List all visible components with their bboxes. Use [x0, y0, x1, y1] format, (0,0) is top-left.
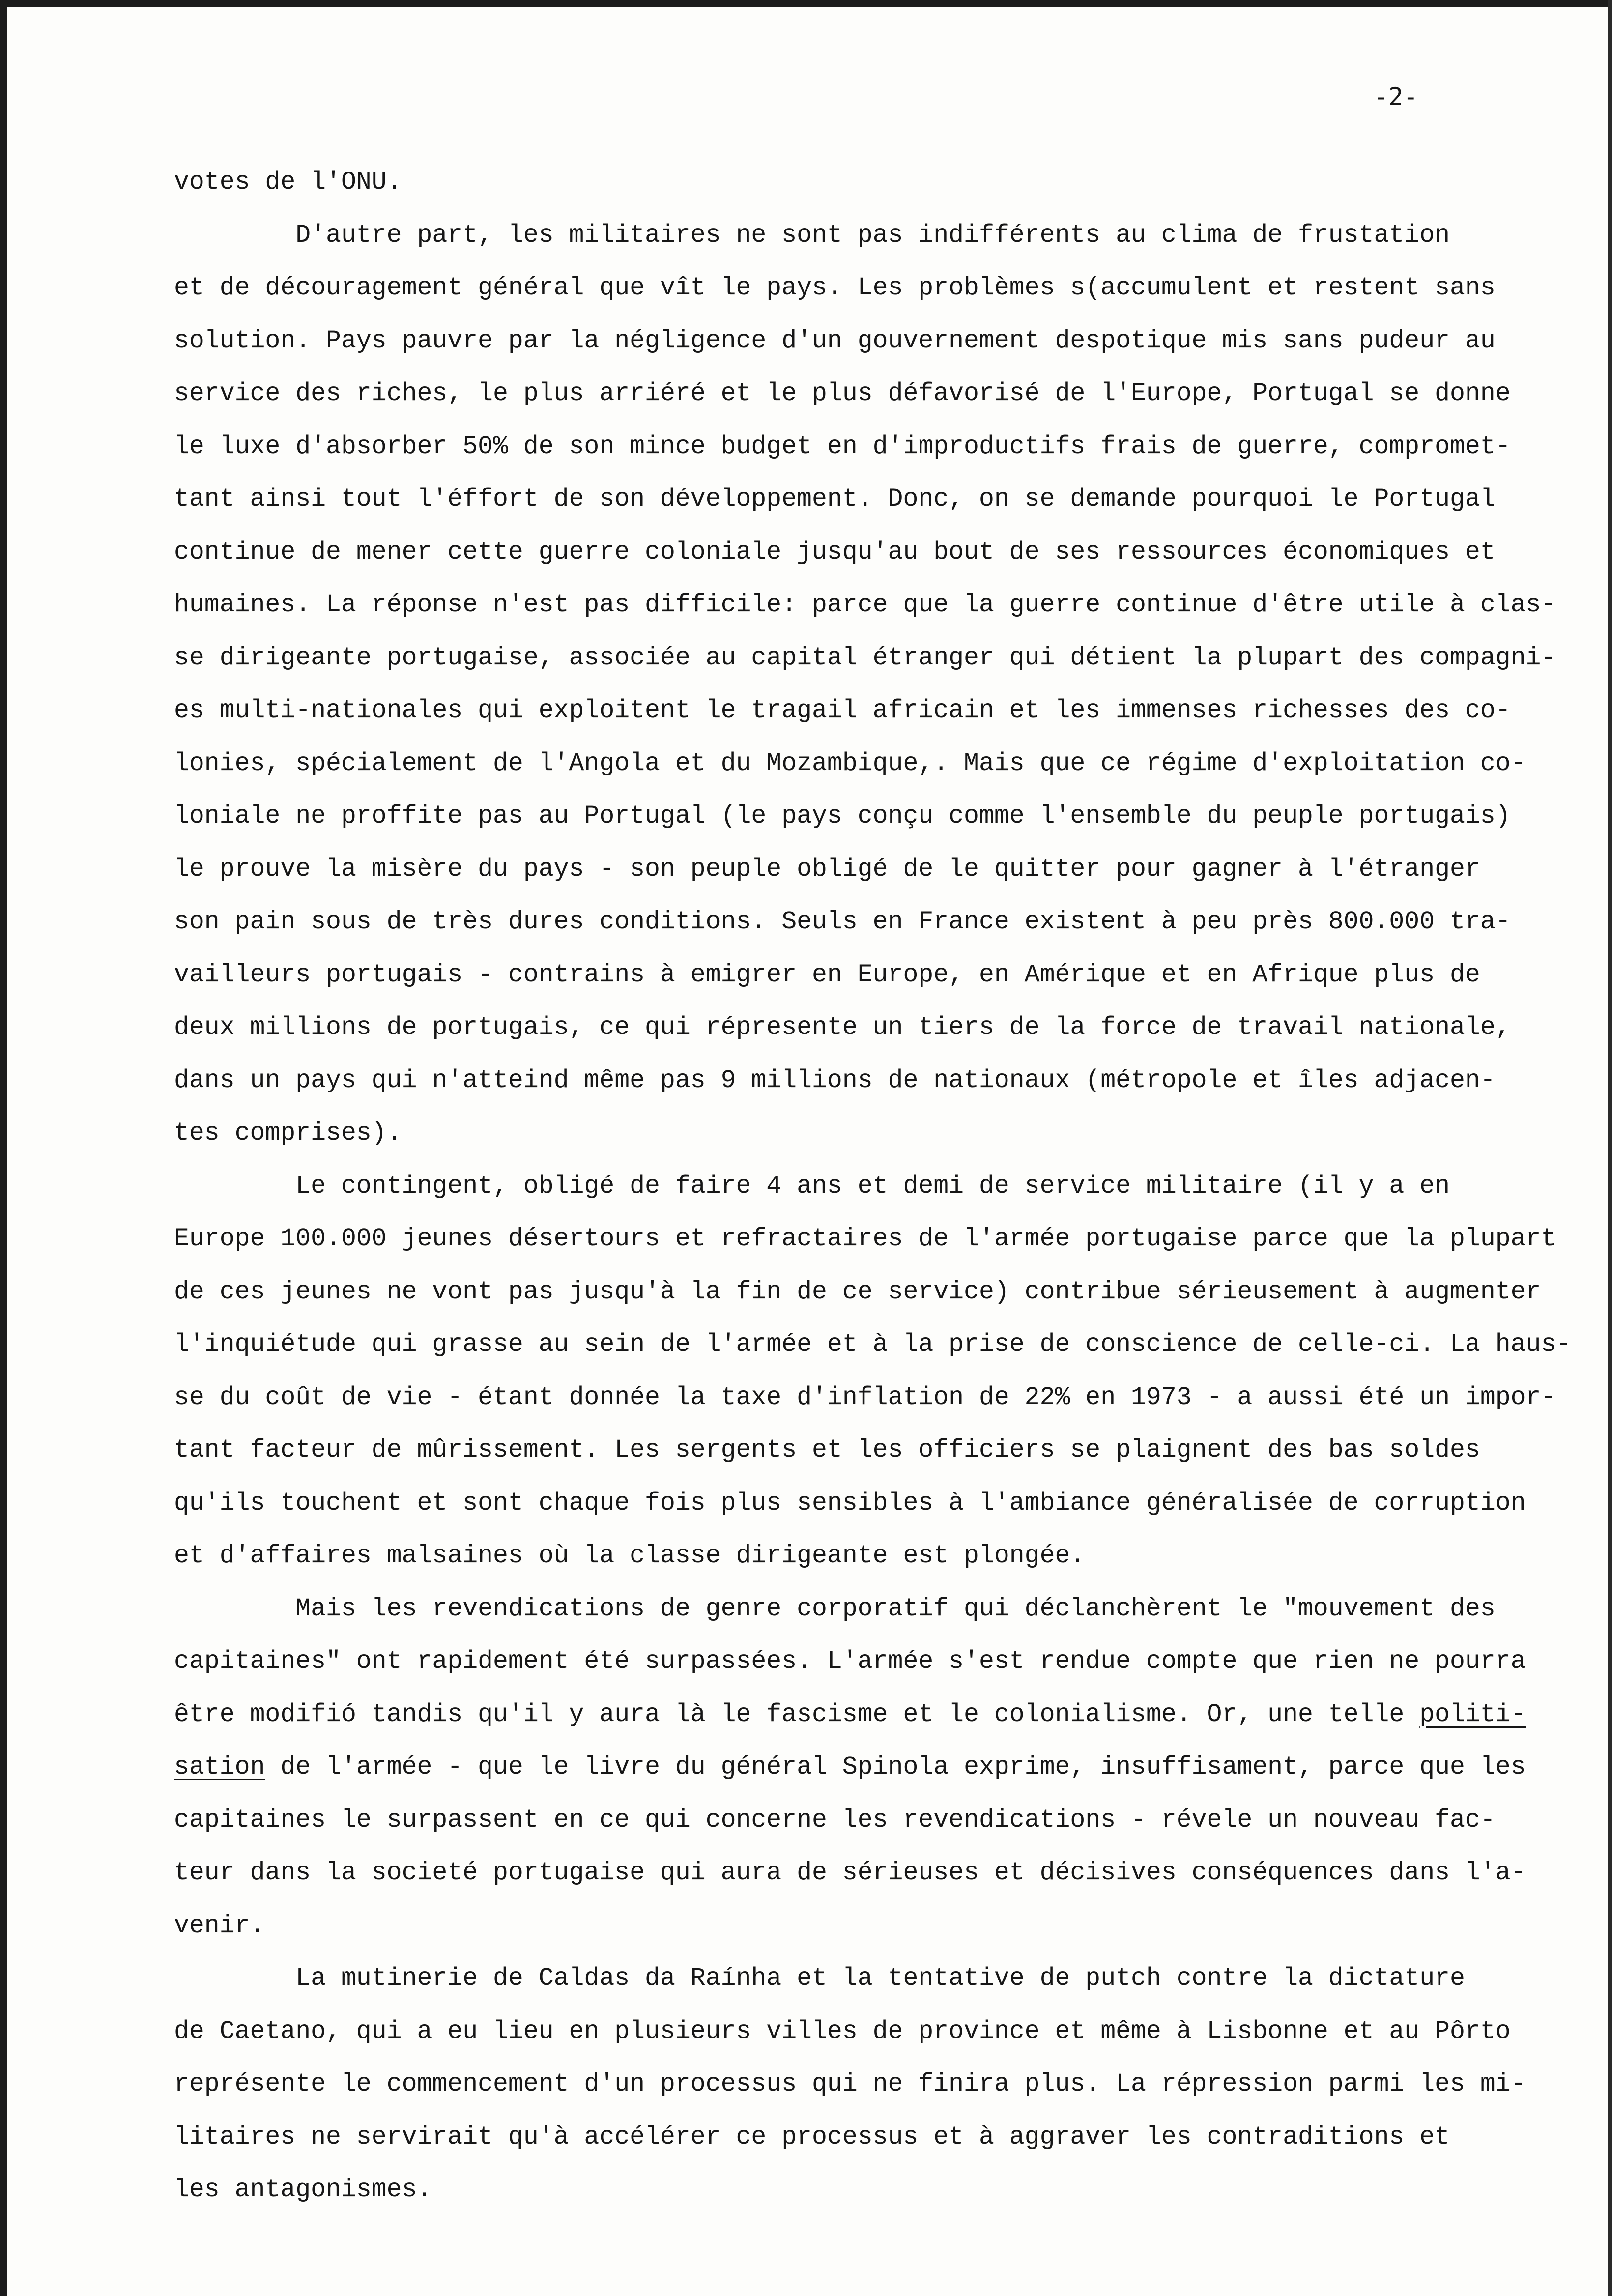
- line-text: Le contingent, obligé de faire 4 ans et demi de service militaire (il y a en: [174, 1172, 1450, 1201]
- line-text: tes comprises).: [174, 1119, 402, 1148]
- line-text: D'autre part, les militaires ne sont pas indifférents au clima de frustation: [174, 221, 1450, 250]
- page-number: -2-: [1374, 83, 1418, 111]
- text-line: [174, 949, 1599, 1002]
- line-text: de Caetano, qui a eu lieu en plusieurs villes de province et même à Lisbonne et au Pôrto: [174, 2017, 1511, 2046]
- text-line: [174, 526, 1599, 579]
- text-line: [174, 1266, 1599, 1319]
- line-text: loniale ne proffite pas au Portugal (le pays conçu comme l'ensemble du peuple portugais): [174, 802, 1511, 831]
- line-text: capitaines" ont rapidement été surpassées. L'armée s'est rendue compte que rien ne pourra: [174, 1647, 1526, 1676]
- text-line: [174, 2111, 1599, 2164]
- line-text: solution. Pays pauvre par la négligence d'un gouvernement despotique mis sans pudeur au: [174, 326, 1496, 355]
- scan-edge-right: [1608, 0, 1612, 2296]
- text-line: [174, 1583, 1599, 1636]
- line-text: le luxe d'absorber 50% de son mince budget en d'improductifs frais de guerre, compromet-: [174, 432, 1511, 461]
- line-text: et de découragement général que vît le pays. Les problèmes s(accumulent et restent sans: [174, 274, 1496, 302]
- line-text: Europe 100.000 jeunes désertours et refractaires de l'armée portugaise parce que la plupart: [174, 1225, 1556, 1253]
- text-line: [174, 896, 1599, 949]
- text-line: [174, 1213, 1599, 1266]
- text-line: [174, 473, 1599, 526]
- text-line: [174, 738, 1599, 791]
- underlined-word: politi-: [1419, 1700, 1526, 1729]
- text-line: [174, 579, 1599, 632]
- line-text: capitaines le surpassent en ce qui concerne les revendications - révele un nouveau fac-: [174, 1806, 1496, 1835]
- text-line: [174, 1424, 1599, 1477]
- text-line: [174, 1530, 1599, 1583]
- text-line: [174, 843, 1599, 896]
- line-text: lonies, spécialement de l'Angola et du Mozambique,. Mais que ce régime d'exploitation co-: [174, 749, 1526, 778]
- text-line: [174, 1055, 1599, 1108]
- text-line: [174, 1319, 1599, 1372]
- text-line: [174, 368, 1599, 421]
- line-text: Mais les revendications de genre corporatif qui déclanchèrent le "mouvement des: [174, 1594, 1496, 1623]
- text-line: [174, 1794, 1599, 1847]
- text-line: [174, 315, 1599, 368]
- text-line: [174, 685, 1599, 738]
- text-line: [174, 2164, 1599, 2217]
- text-line: [174, 1002, 1599, 1055]
- line-text: les antagonismes.: [174, 2176, 432, 2204]
- text-line: [174, 262, 1599, 315]
- line-text: continue de mener cette guerre coloniale jusqu'au bout de ses ressources économiques et: [174, 538, 1496, 567]
- line-text: l'inquiétude qui grasse au sein de l'armée et à la prise de conscience de celle-ci. La haus-: [174, 1330, 1572, 1359]
- line-text: de ces jeunes ne vont pas jusqu'à la fin de ce service) contribue sérieusement à augmenter: [174, 1277, 1541, 1306]
- line-text: teur dans la societé portugaise qui aura de sérieuses et décisives conséquences dans l'a-: [174, 1859, 1526, 1887]
- text-line: [174, 156, 1599, 209]
- line-text: vailleurs portugais - contrains à emigrer en Europe, en Amérique et en Afrique plus de: [174, 960, 1480, 989]
- text-line: [174, 1847, 1599, 1900]
- text-line: [174, 1160, 1599, 1213]
- line-text: qu'ils touchent et sont chaque fois plus sensibles à l'ambiance généralisée de corruption: [174, 1489, 1526, 1518]
- text-line: [174, 1741, 1599, 1794]
- line-text: le prouve la misère du pays - son peuple obligé de le quitter pour gagner à l'étranger: [174, 855, 1480, 884]
- text-line: [174, 1689, 1599, 1742]
- line-text: se dirigeante portugaise, associée au capital étranger qui détient la plupart des compagni-: [174, 643, 1556, 672]
- text-line: [174, 1952, 1599, 2006]
- scan-edge-left: [0, 0, 7, 2296]
- line-text: La mutinerie de Caldas da Raínha et la tentative de putch contre la dictature: [174, 1964, 1465, 1993]
- line-text: tant ainsi tout l'éffort de son développement. Donc, on se demande pourquoi le Portugal: [174, 485, 1496, 514]
- scan-edge-top: [0, 0, 1612, 7]
- underlined-word: sation: [174, 1753, 265, 1781]
- line-text: tant facteur de mûrissement. Les sergents et les officiers se plaignent des bas soldes: [174, 1436, 1480, 1464]
- line-text: venir.: [174, 1911, 265, 1940]
- line-text-continued: de l'armée - que le livre du général Spinola exprime, insuffisament, parce que les: [265, 1753, 1526, 1781]
- text-line: [174, 421, 1599, 474]
- line-text: humaines. La réponse n'est pas difficile: parce que la guerre continue d'être utile à clas-: [174, 591, 1556, 619]
- text-line: [174, 790, 1599, 843]
- text-line: [174, 1900, 1599, 1953]
- line-text: service des riches, le plus arriéré et le plus défavorisé de l'Europe, Portugal se donne: [174, 379, 1511, 408]
- text-line: [174, 632, 1599, 685]
- text-line: [174, 1636, 1599, 1689]
- line-text: être modifió tandis qu'il y aura là le fascisme et le colonialisme. Or, une telle: [174, 1700, 1420, 1729]
- text-line: [174, 1477, 1599, 1530]
- line-text: dans un pays qui n'atteind même pas 9 millions de nationaux (métropole et îles adjacen-: [174, 1066, 1496, 1095]
- text-line: [174, 209, 1599, 262]
- line-text: représente le commencement d'un processus qui ne finira plus. La répression parmi les mi-: [174, 2070, 1526, 2098]
- line-text: votes de l'ONU.: [174, 168, 402, 197]
- line-text: litaires ne servirait qu'à accélérer ce processus et à aggraver les contraditions et: [174, 2123, 1450, 2152]
- line-text: es multi-nationales qui exploitent le tragail africain et les immenses richesses des co-: [174, 696, 1511, 725]
- line-text: et d'affaires malsaines où la classe dirigeante est plongée.: [174, 1542, 1086, 1570]
- text-line: [174, 1107, 1599, 1160]
- text-line: [174, 2058, 1599, 2111]
- line-text: se du coût de vie - étant donnée la taxe d'inflation de 22% en 1973 - a aussi été un impor-: [174, 1383, 1556, 1412]
- document-body: [174, 156, 1599, 2217]
- line-text: son pain sous de très dures conditions. Seuls en France existent à peu près 800.000 tra-: [174, 908, 1511, 936]
- line-text: deux millions de portugais, ce qui répresente un tiers de la force de travail nationale,: [174, 1013, 1511, 1042]
- text-line: [174, 1372, 1599, 1425]
- text-line: [174, 2006, 1599, 2059]
